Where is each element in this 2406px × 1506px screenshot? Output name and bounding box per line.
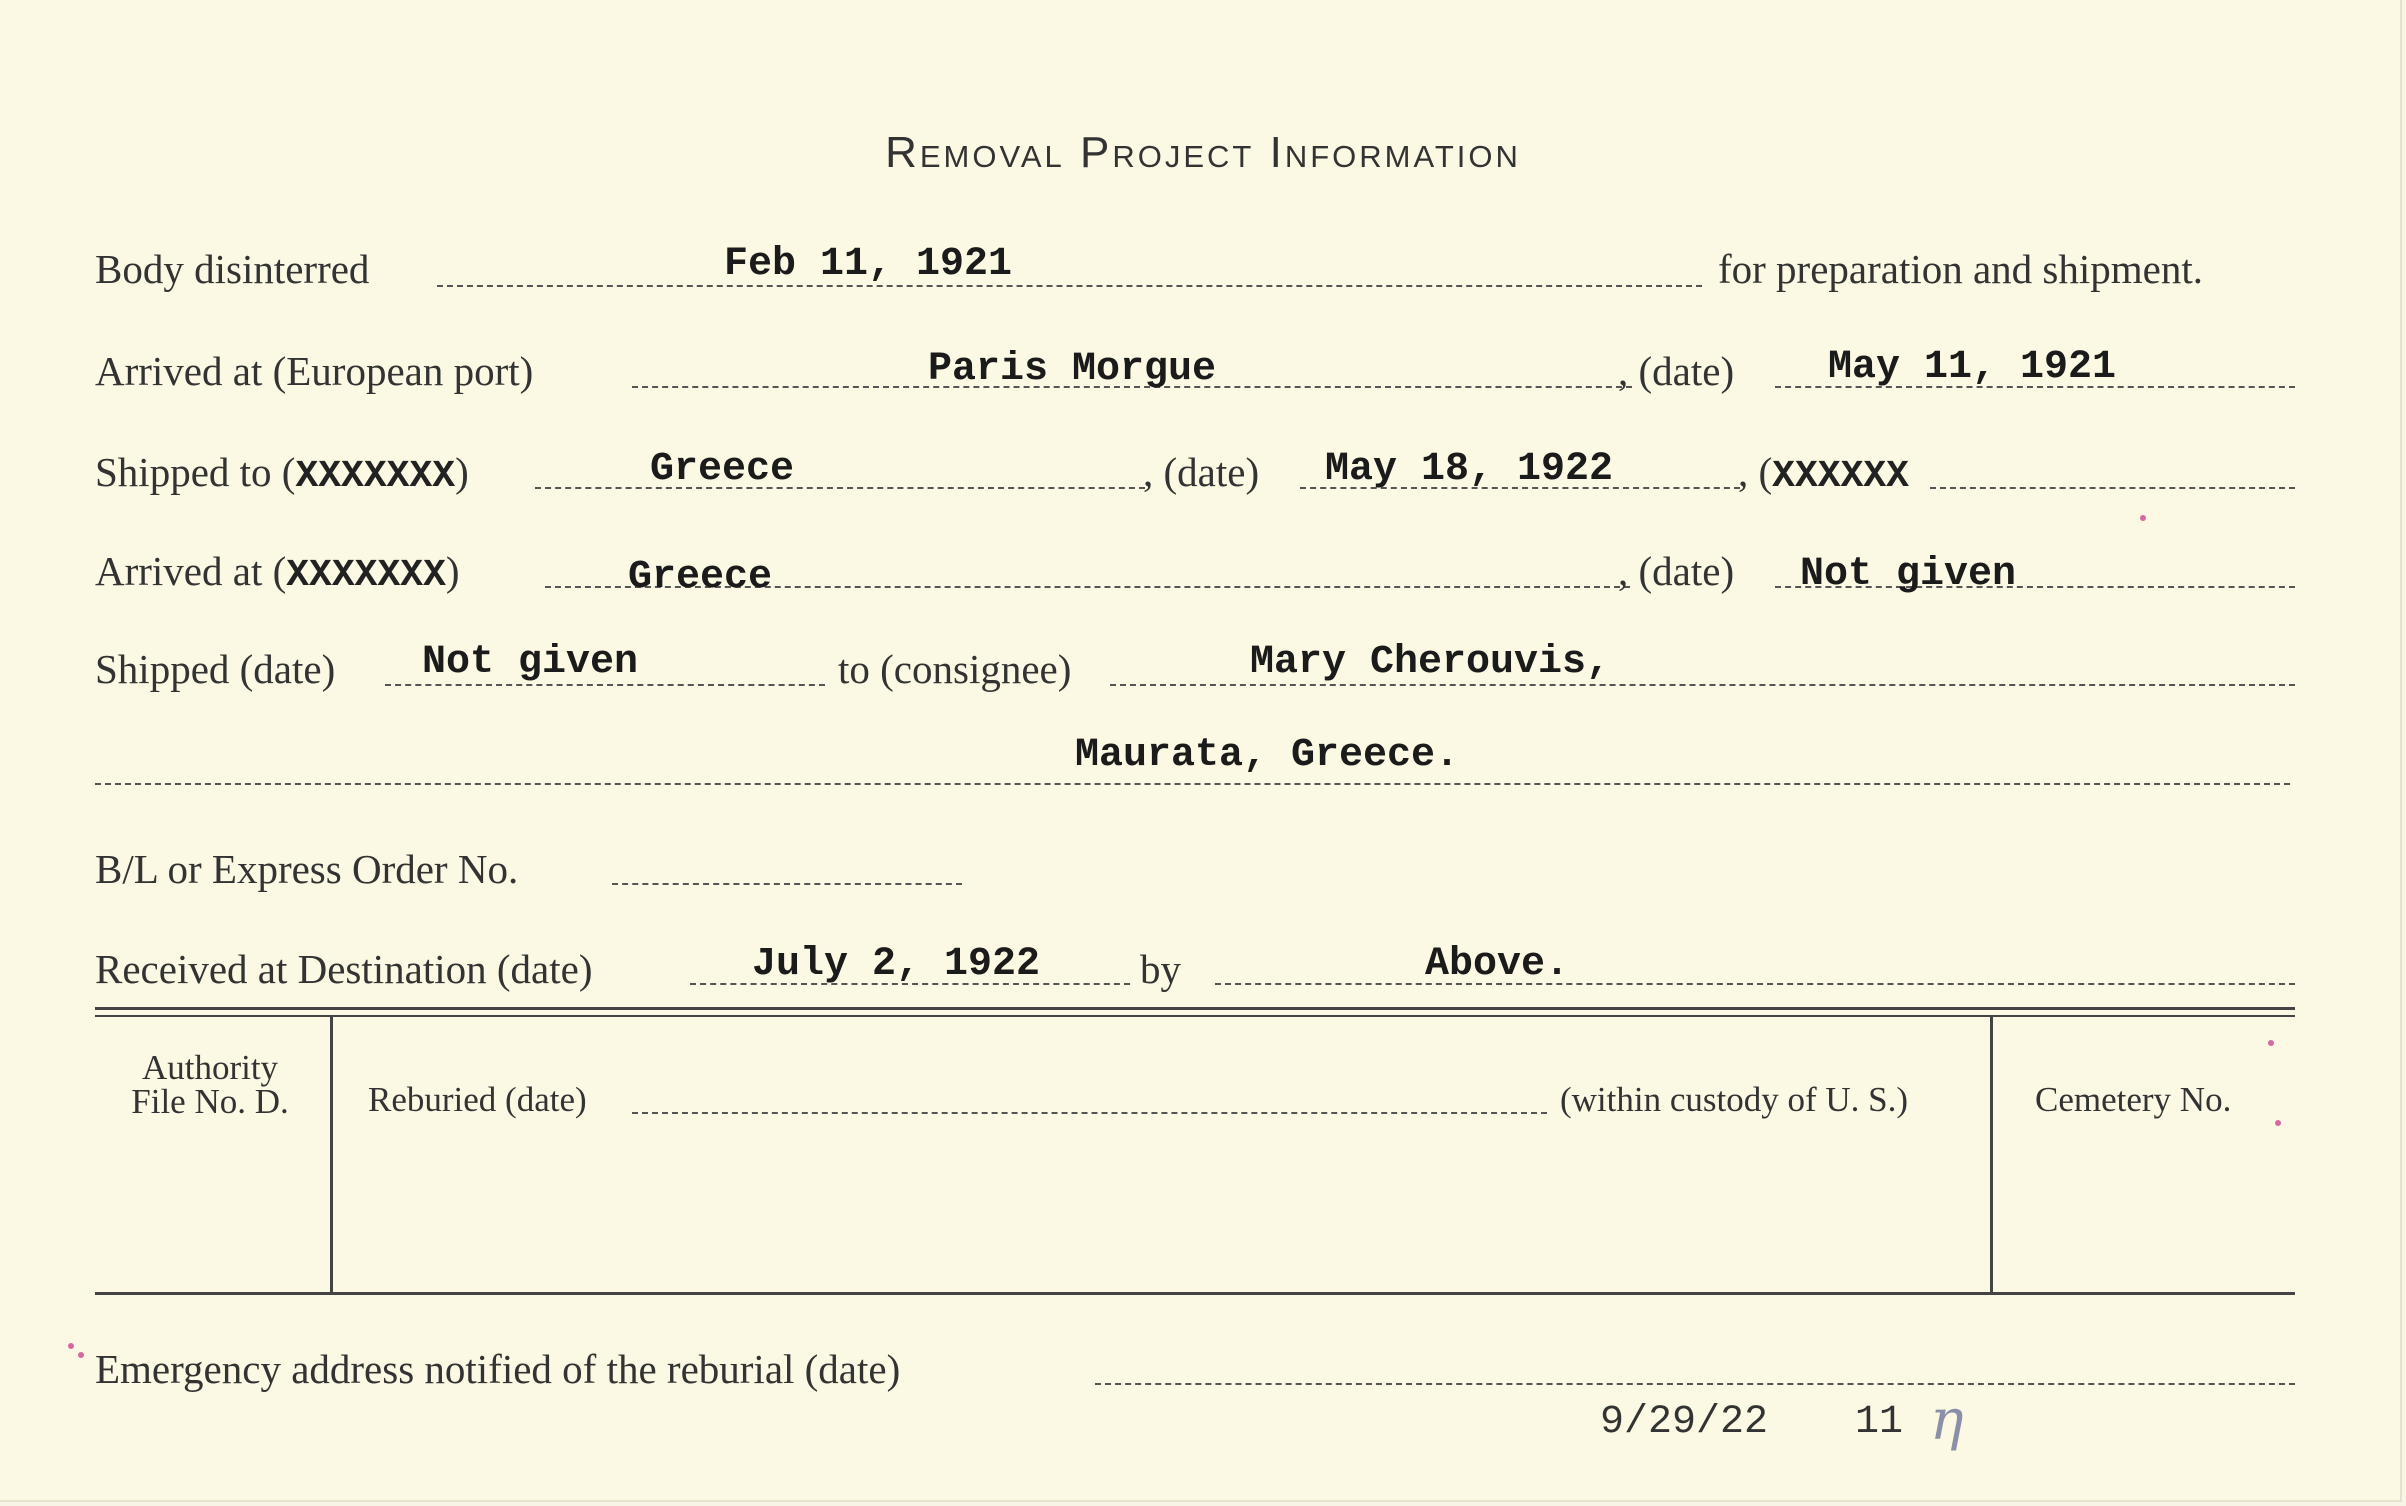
shipped-to-date-label: , (date) bbox=[1143, 449, 1260, 495]
received-by-line bbox=[1215, 983, 2295, 985]
ink-speck bbox=[2140, 515, 2146, 521]
received-label: Received at Destination (date) bbox=[95, 946, 593, 992]
shipped-to-extra-prefix: , ( bbox=[1738, 449, 1773, 495]
shipped-to-line bbox=[535, 487, 1145, 489]
reburied-label: Reburied (date) bbox=[368, 1080, 587, 1119]
shipped-to-date: May 18, 1922 bbox=[1325, 447, 1614, 492]
consignee-value: Mary Cherouvis, bbox=[1250, 640, 1611, 685]
shipped-to-struck: XXXXXXX bbox=[295, 455, 456, 498]
shipped-to-extra bbox=[1738, 448, 1909, 498]
shipped-to-extra-line bbox=[1930, 487, 2295, 489]
bl-line bbox=[612, 883, 962, 885]
shipped-to-label-prefix: Shipped to ( bbox=[95, 449, 296, 495]
table-bottom-rule bbox=[95, 1292, 2295, 1295]
emergency-label: Emergency address notified of the reburial (date) bbox=[95, 1346, 901, 1392]
consignee-label: to (consignee) bbox=[838, 646, 1072, 692]
arrived-port-date: May 11, 1921 bbox=[1828, 345, 2117, 390]
arrived-port-date-label: , (date) bbox=[1618, 348, 1735, 394]
arrived-at-date-label: , (date) bbox=[1618, 548, 1735, 594]
shipped-to-extra-struck: XXXXXX bbox=[1772, 455, 1909, 498]
authority-label-1: Authority bbox=[141, 1048, 279, 1087]
table-divider-left bbox=[330, 1017, 333, 1292]
bl-label: B/L or Express Order No. bbox=[95, 846, 519, 892]
arrived-at-struck: XXXXXXX bbox=[286, 554, 446, 597]
consignee-address: Maurata, Greece. bbox=[1075, 733, 1460, 778]
shipped-date-label: Shipped (date) bbox=[95, 646, 336, 692]
arrived-at-label-suffix: ) bbox=[445, 548, 460, 594]
reburied-line bbox=[632, 1112, 1547, 1114]
arrived-at-value: Greece bbox=[628, 555, 773, 600]
ink-speck bbox=[78, 1352, 84, 1358]
ink-speck bbox=[2268, 1040, 2274, 1046]
disinterred-value: Feb 11, 1921 bbox=[724, 242, 1013, 287]
shipped-date-value: Not given bbox=[422, 640, 639, 685]
ink-speck bbox=[2275, 1120, 2281, 1126]
received-by: Above. bbox=[1425, 942, 1570, 987]
emergency-line bbox=[1095, 1383, 2295, 1385]
table-divider-right bbox=[1990, 1017, 1993, 1292]
received-date: July 2, 1922 bbox=[752, 942, 1041, 987]
page-title: Removal Project Information bbox=[885, 128, 1521, 177]
disinterred-line bbox=[437, 285, 1702, 287]
disinterred-suffix: for preparation and shipment. bbox=[1718, 246, 2204, 292]
address-line bbox=[95, 783, 2290, 785]
shipped-to-label bbox=[95, 448, 469, 498]
received-by-label: by bbox=[1140, 946, 1181, 992]
shipped-to-value: Greece bbox=[650, 447, 795, 492]
arrived-at-date: Not given bbox=[1800, 552, 2017, 597]
stamp-date: 9/29/22 bbox=[1600, 1400, 1769, 1445]
arrived-port-label: Arrived at (European port) bbox=[95, 348, 534, 394]
table-top-rule-1 bbox=[95, 1007, 2295, 1010]
disinterred-label: Body disinterred bbox=[95, 246, 370, 292]
handwritten-initials: η bbox=[1930, 1388, 1964, 1453]
cemetery-label: Cemetery No. bbox=[2035, 1080, 2232, 1119]
arrived-at-label bbox=[95, 547, 460, 597]
ink-speck bbox=[68, 1343, 74, 1349]
arrived-port-value: Paris Morgue bbox=[928, 347, 1217, 392]
arrived-at-label-prefix: Arrived at ( bbox=[95, 548, 287, 594]
shipped-to-label-suffix: ) bbox=[455, 449, 469, 495]
custody-label: (within custody of U. S.) bbox=[1560, 1080, 1909, 1119]
table-top-rule-2 bbox=[95, 1015, 2295, 1017]
authority-label-2: File No. D. bbox=[131, 1082, 289, 1121]
stamp-code: 11 bbox=[1855, 1400, 1904, 1445]
